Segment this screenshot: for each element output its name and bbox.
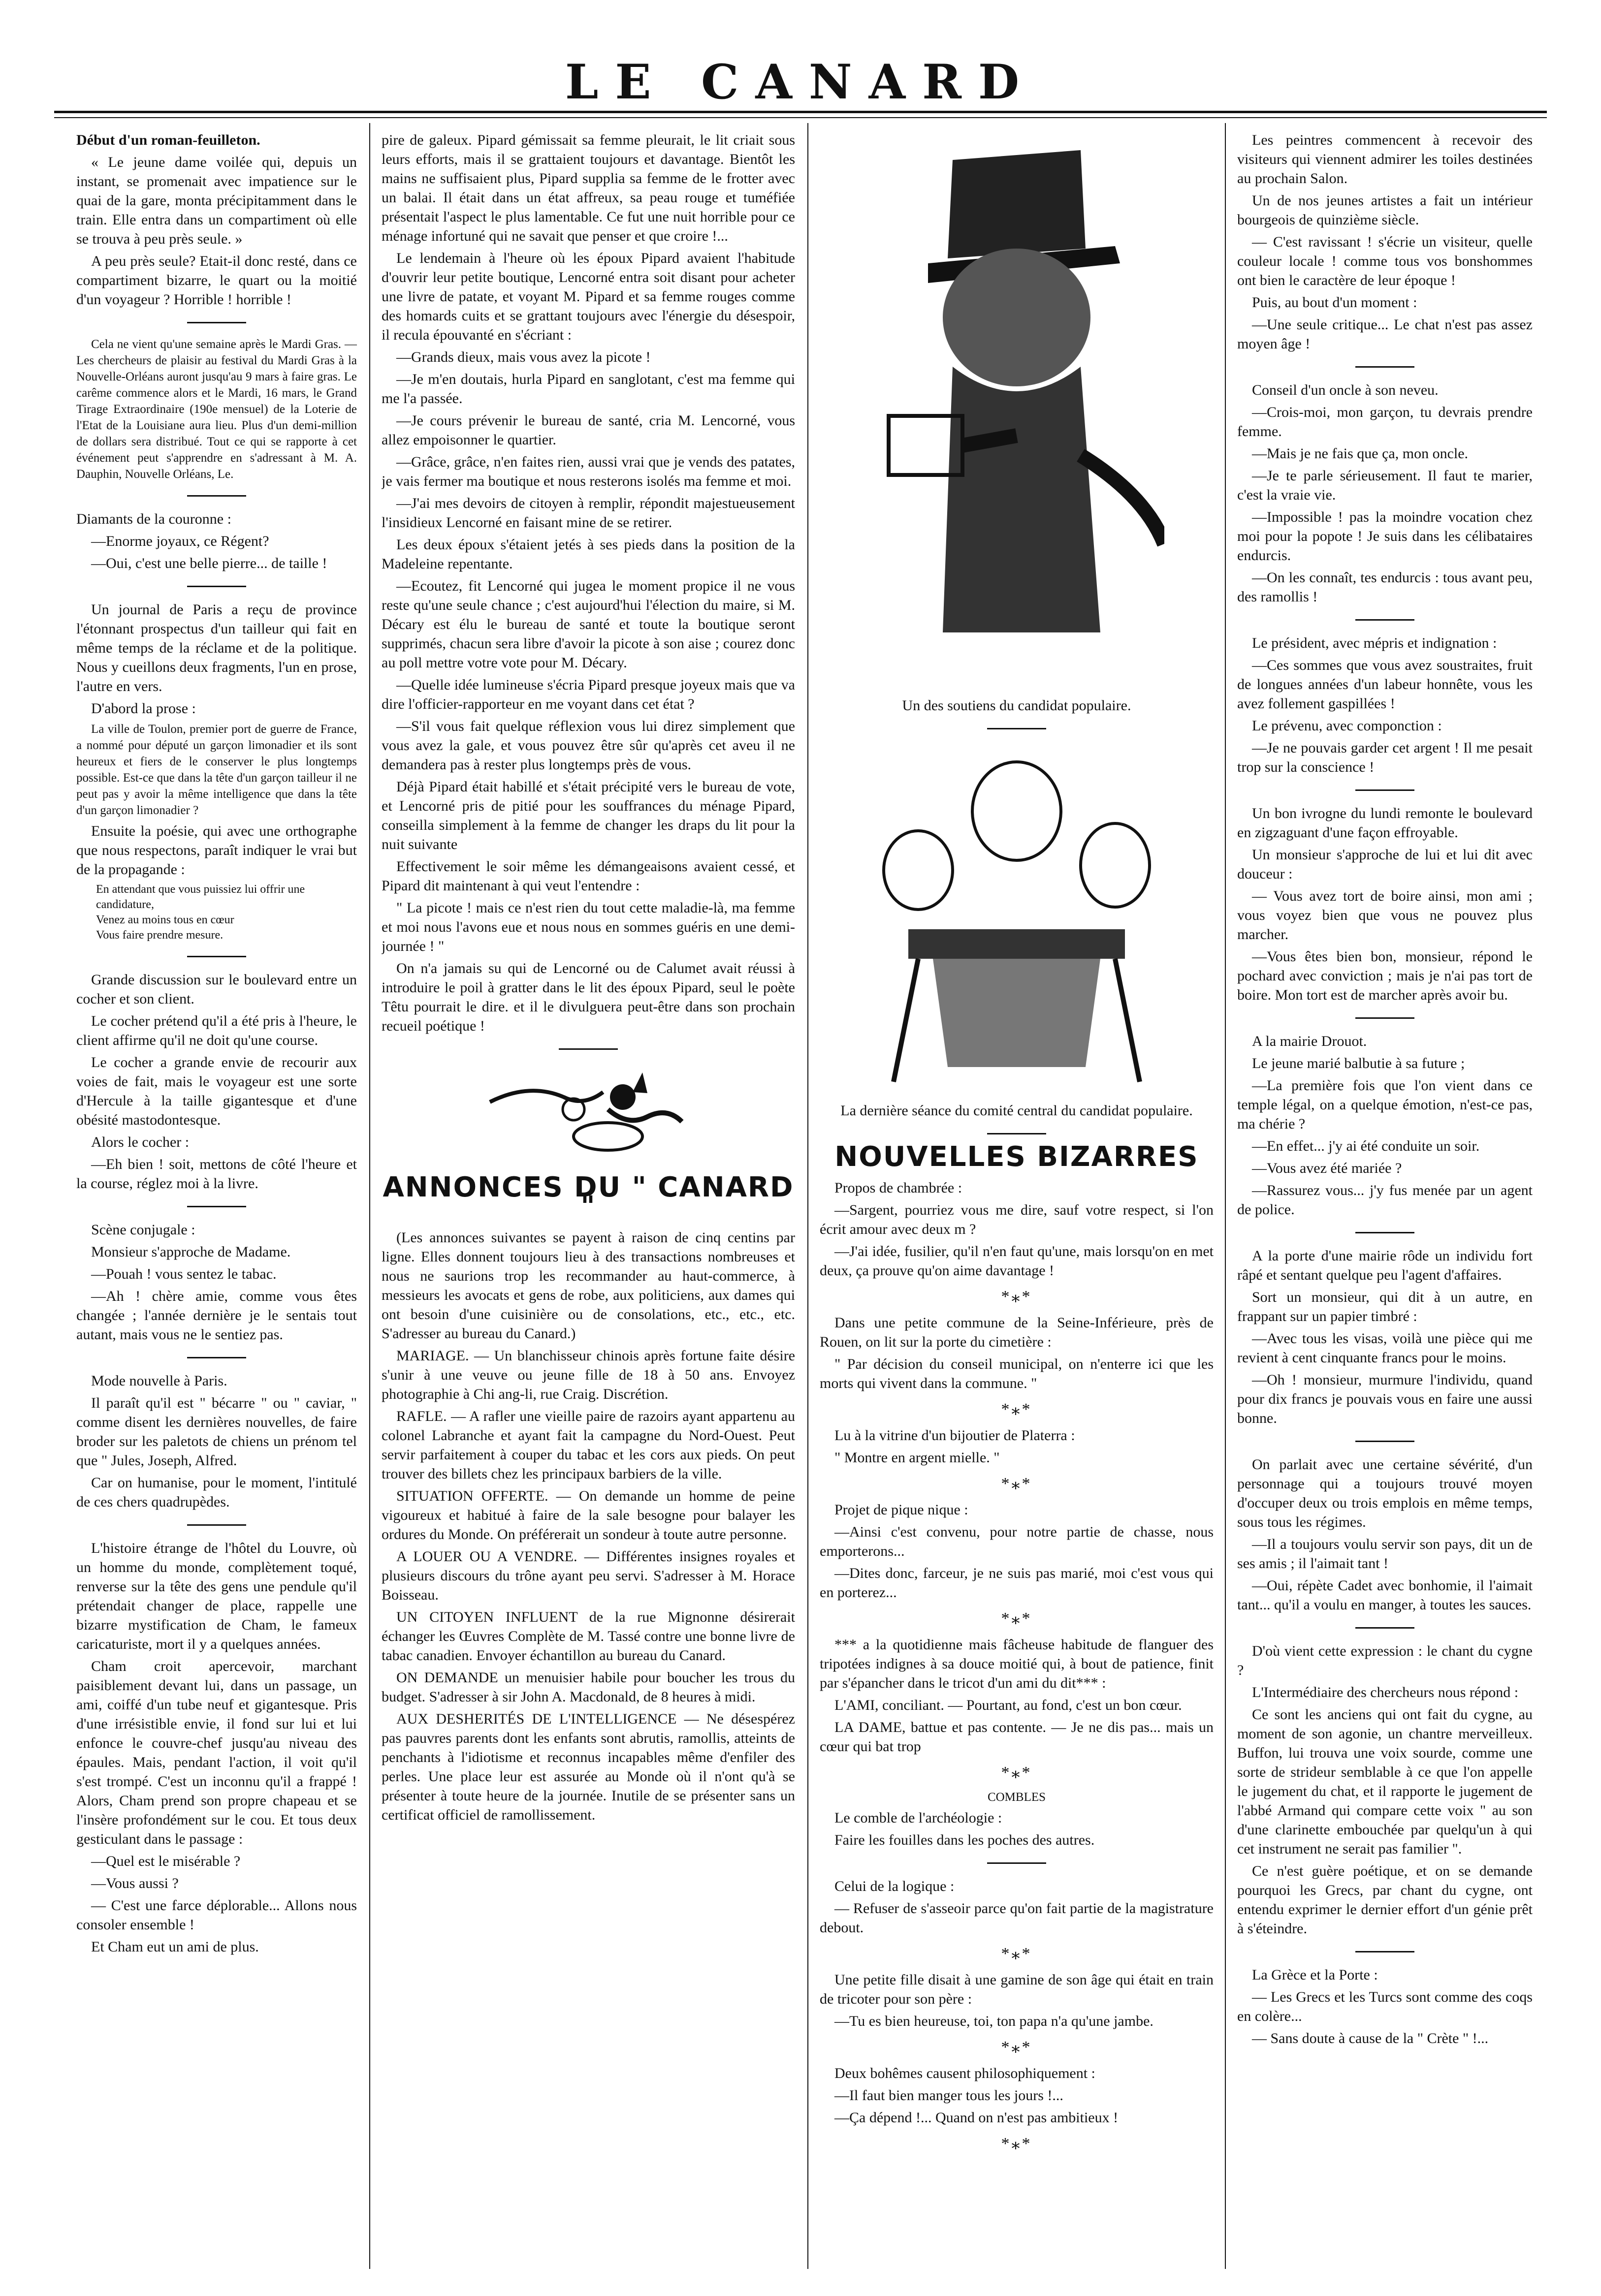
column-4 <box>1237 130 1533 2276</box>
article-paragraph: Conseil d'un oncle à son neveu. <box>1252 382 1439 398</box>
article-paragraph: « Le jeune dame voilée qui, depuis un instant, se promenait avec impatience sur le quai de la gare, monta précipitamment dans le train. Elle entra dans un compartiment où elle se trouva à peu près seule. » <box>76 154 357 247</box>
asterism-separator: *⁎* <box>1001 1609 1032 1628</box>
asterism-separator: *⁎* <box>1001 1475 1032 1493</box>
masthead-rule-bottom <box>54 117 1547 118</box>
article-paragraph: Un monsieur s'approche de lui et lui dit avec douceur : <box>1237 847 1533 882</box>
article-paragraph: pire de galeux. Pipard gémissait sa femme pleurait, le lit criait sous leurs efforts, mais il se grattaient toujours et davantage. Bientôt les mains ne suffisaient plus, Pipard supplia sa femme de le frotter avec un balai. Il était dans un état affreux, sa peau rouge et tuméfiée présentait l'aspect le plus lamentable. Ce fut une nuit horrible pour ce ménage infortuné qui ne savait que penser et que croire !... <box>382 132 795 244</box>
article-paragraph: Puis, au bout d'un moment : <box>1252 294 1417 311</box>
column-divider-3 <box>1225 123 1226 2269</box>
masthead-title: LE CANARD <box>565 54 1036 110</box>
article-paragraph: —Dites donc, farceur, je ne suis pas marié, moi c'est vous qui en porterez... <box>820 1565 1214 1601</box>
article-paragraph: —Il a toujours voulu servir son pays, dit un de ses amis ; il l'aimait tant ! <box>1237 1536 1533 1572</box>
article-paragraph: —Je te parle sérieusement. Il faut te marier, c'est la vraie vie. <box>1237 468 1533 503</box>
section-separator <box>187 322 246 323</box>
article-paragraph: —Tu es bien heureuse, toi, ton papa n'a qu'une jambe. <box>834 2013 1153 2029</box>
article-paragraph: Début d'un roman-feuilleton. <box>76 132 260 148</box>
article-paragraph: — C'est une farce déplorable... Allons nous consoler ensemble ! <box>76 1897 357 1933</box>
article-paragraph: — Les Grecs et les Turcs sont comme des coqs en colère... <box>1237 1989 1533 2024</box>
article-paragraph: Cham croit apercevoir, marchant paisiblement devant lui, dans un passage, un ami, coiffé d'un tube neuf et gigantesque. Pris d'une irrésistible envie, il fond sur lui et lui enfonce le couvre-chef jusqu'au niveau des épaules. Mais, pendant l'action, il voit qu'il s'est trompé. C'est un inconnu qu'il a frappé ! Alors, Cham prend son propre chapeau et se l'insère profondément sur le cou. Et tous deux gesticulant dans le passage : <box>76 1658 357 1847</box>
article-paragraph: On n'a jamais su qui de Lencorné ou de Calumet avait réussi à introduire le poil à gratter dans le lit des époux Pipard, seul le poète Têtu pourrait le dire. et il le divulguera peut-être dans son prochain recueil poétique ! <box>382 960 795 1034</box>
article-paragraph: —Ça dépend !... Quand on n'est pas ambitieux ! <box>834 2109 1119 2126</box>
article-paragraph: —Vous êtes bien bon, monsieur, répond le pochard avec conviction ; mais je n'ai pas tort de boire. Mon tort est de marcher après avoir bu. <box>1237 948 1533 1003</box>
article-paragraph: Les peintres commencent à recevoir des visiteurs qui viennent admirer les toiles destinées au prochain Salon. <box>1237 132 1533 187</box>
article-paragraph: (Les annonces suivantes se payent à raison de cinq centins par ligne. Elles donnent toujours lieu à des transactions nombreuses et nous ne saurions trop les recommander au haut-commerce, à messieurs les avocats et gens de robe, aux politiciens, aux dames qui ont besoin d'une cuisinière ou de consolations, etc., etc., etc. S'adresser au bureau du Canard.) <box>382 1229 795 1342</box>
poem-line: Vous faire prendre mesure. <box>96 929 224 942</box>
article-paragraph: —Quelle idée lumineuse s'écria Pipard presque joyeux mais que va dire l'officier-rapporteur en me voyant dans cet état ? <box>382 677 795 712</box>
article-paragraph: Ensuite la poésie, qui avec une orthographe que nous respectons, paraît indiquer le vrai but de la propagande : <box>76 823 357 878</box>
poem-line: Venez au moins tous en cœur <box>96 913 234 926</box>
article-paragraph: —J'ai idée, fusilier, qu'il n'en faut qu'une, mais lorsqu'on en met deux, ça prouve qu'on aime davantage ! <box>820 1243 1214 1279</box>
article-paragraph: —J'ai mes devoirs de citoyen à remplir, répondit majestueusement l'insidieux Lencorné en faisant mine de se retirer. <box>382 495 795 531</box>
article-paragraph: Il paraît qu'il est " bécarre " ou " caviar, " comme disent les dernières nouvelles, de faire broder sur les paletots de chiens un prénom tel que " Jules, Joseph, Alfred. <box>76 1395 357 1469</box>
section-separator <box>187 586 246 587</box>
article-paragraph: MARIAGE. — Un blanchisseur chinois après fortune faite désire s'unir à une veuve ou jeune fille de 18 à 50 ans. Envoyez photographie à Chi ang-li, rue Craig. Discrétion. <box>382 1348 795 1402</box>
article-paragraph: —On les connaît, tes endurcis : tous avant peu, des ramollis ! <box>1237 569 1533 605</box>
article-paragraph: Faire les fouilles dans les poches des autres. <box>834 1832 1095 1848</box>
article-paragraph: RAFLE. — A rafler une vieille paire de razoirs ayant appartenu au colonel Labranche et ayant fait la campagne du Nord-Ouest. Peut servir parfaitement à couper du tabac et les cors aux pieds. On peut trouver des billets chez les principaux barbiers de la ville. <box>382 1408 795 1482</box>
article-paragraph: Le prévenu, avec componction : <box>1252 718 1442 734</box>
article-paragraph: —La première fois que l'on vient dans ce temple légal, on a quelque émotion, n'est-ce pas, ma chérie ? <box>1237 1077 1533 1132</box>
article-paragraph: —Grands dieux, mais vous avez la picote ! <box>396 349 651 365</box>
article-paragraph: *** a la quotidienne mais fâcheuse habitude de flanguer des tripotées indignes à sa douce moitié qui, à bout de patience, finit par s'épancher dans le tricot d'un ami du dit*** : <box>820 1636 1214 1691</box>
section-separator <box>1355 619 1414 621</box>
article-paragraph: Car on humanise, pour le moment, l'intitulé de ces chers quadrupèdes. <box>76 1475 357 1510</box>
article-paragraph: Le cocher a grande envie de recourir aux voies de fait, mais le voyageur est une sorte d'Hercule à la taille gigantesque et d'une obésité mastodontesque. <box>76 1054 357 1128</box>
article-paragraph: —Vous aussi ? <box>91 1875 179 1891</box>
section-headline: NOUVELLES BIZARRES <box>834 1141 1199 1173</box>
article-paragraph: UN CITOYEN INFLUENT de la rue Mignonne désirerait échanger les Œuvres Complète de M. Tassé contre une bonne livre de tabac canadien. Envoyer échantillon au bureau du Canard. <box>382 1609 795 1664</box>
section-separator <box>1355 1627 1414 1629</box>
section-separator <box>987 728 1046 729</box>
article-paragraph: Déjà Pipard était habillé et s'était précipité vers le bureau de vote, et Lencorné pris de pitié pour les souffrances du ménage Pipard, conseilla simplement à la femme de changer les draps du lit pour la nuit suivante <box>382 779 795 852</box>
article-paragraph: Le lendemain à l'heure où les époux Pipard avaient l'habitude d'ouvrir leur petite boutique, Lencorné entra soit disant pour acheter une livre de patate, et voyant M. Pipard et sa femme rouges comme des homards cuits et se grattant toujours avec l'énergie du désespoir, il recula épouvanté en s'écriant : <box>382 250 795 343</box>
article-paragraph: — Refuser de s'asseoir parce qu'on fait partie de la magistrature debout. <box>820 1900 1214 1936</box>
column-1 <box>76 130 357 2276</box>
article-paragraph: —Oui, répète Cadet avec bonhomie, il l'aimait tant... qu'il a voulu en manger, à toutes les sauces. <box>1237 1577 1533 1613</box>
article-paragraph: —Ainsi c'est convenu, pour notre partie de chasse, nous emporterons... <box>820 1524 1214 1559</box>
section-headline: ANNONCES DU " CANARD " <box>383 1171 794 1223</box>
article-paragraph: A LOUER OU A VENDRE. — Différentes insignes royales et plusieurs discours du trône ayant peu servi. S'adresser à M. Horace Boisseau. <box>382 1548 795 1603</box>
illustration-table <box>820 742 1214 1092</box>
illustration-man <box>820 140 1214 687</box>
article-paragraph: —Oui, c'est une belle pierre... de taille ! <box>91 555 327 571</box>
asterism-separator: *⁎* <box>1001 1400 1032 1418</box>
article-paragraph: Diamants de la couronne : <box>76 511 231 527</box>
quoted-poem <box>96 882 357 943</box>
section-separator <box>187 1206 246 1207</box>
article-paragraph: Le président, avec mépris et indignation : <box>1252 635 1497 651</box>
section-separator <box>187 1357 246 1358</box>
article-paragraph: L'histoire étrange de l'hôtel du Louvre, où un homme du monde, complètement toqué, renverse sur la tête des gens une pendule qu'il prétendait changer de place, rappelle une bizarre mystification de Cham, le fameux caricaturiste, mort il y a quelques années. <box>76 1540 357 1652</box>
section-separator <box>1355 789 1414 791</box>
article-paragraph: —Je ne pouvais garder cet argent ! Il me pesait trop sur la conscience ! <box>1237 740 1533 775</box>
article-paragraph: —Mais je ne fais que ça, mon oncle. <box>1252 445 1469 462</box>
article-paragraph: —Crois-moi, mon garçon, tu devrais prendre femme. <box>1237 404 1533 440</box>
article-paragraph: Monsieur s'approche de Madame. <box>91 1244 291 1260</box>
article-paragraph: Dans une petite commune de la Seine-Inférieure, près de Rouen, on lit sur la porte du cimetière : <box>820 1315 1214 1350</box>
article-paragraph: — Vous avez tort de boire ainsi, mon ami ; vous voyez bien que vous ne pouvez plus marcher. <box>1237 888 1533 943</box>
section-separator <box>187 495 246 497</box>
article-paragraph: La ville de Toulon, premier port de guerre de France, a nommé pour député un garçon limonadier et ils sont heureux et fiers de le conserver le plus longtemps possible. Est-ce que dans la tête d'un garçon tailleur il ne peut pas y avoir la même intelligence que dans la tête d'un garçon limonadier ? <box>76 723 357 817</box>
article-paragraph: —Il faut bien manger tous les jours !... <box>834 2087 1063 2104</box>
article-paragraph: —Impossible ! pas la moindre vocation chez moi pour la popote ! Je suis dans les célibataires endurcis. <box>1237 509 1533 564</box>
article-paragraph: D'abord la prose : <box>91 700 196 717</box>
article-paragraph: Ce n'est guère poétique, et on se demande pourquoi les Grecs, par chant du cygne, ont entendu exprimer le dernier effort d'un génie prêt à s'éteindre. <box>1237 1863 1533 1937</box>
article-paragraph: —Une seule critique... Le chat n'est pas assez moyen âge ! <box>1237 316 1533 352</box>
article-paragraph: Celui de la logique : <box>834 1878 955 1894</box>
section-separator <box>1355 1951 1414 1952</box>
article-paragraph: —S'il vous fait quelque réflexion vous lui direz simplement que vous avez la gale, et vous pouvez être sûr qu'après cet aveu il ne demandera pas à rester plus longtemps près de vous. <box>382 718 795 773</box>
masthead-rule-top <box>54 111 1547 113</box>
article-paragraph: Ce sont les anciens qui ont fait du cygne, au moment de son agonie, un chantre merveilleux. Buffon, lui trouva une voix sourde, comme une sorte de strideur semblable à ce que l'on appelle le jugement du chat, et il rapporte le jugement de l'abbé Armand qui compare cette voix " au son d'une clarinette embouchée par quelqu'un à qui cet instrument ne serait pas familier ". <box>1237 1706 1533 1857</box>
article-paragraph: ON DEMANDE un menuisier habile pour boucher les trous du budget. S'adresser à sir John A. Macdonald, de 8 heures à midi. <box>382 1669 795 1705</box>
section-separator <box>187 956 246 957</box>
article-paragraph: —Enorme joyaux, ce Régent? <box>91 533 269 549</box>
article-paragraph: LA DAME, battue et pas contente. — Je ne dis pas... mais un cœur qui bat trop <box>820 1719 1214 1755</box>
article-paragraph: Propos de chambrée : <box>834 1180 962 1196</box>
article-paragraph: —Je m'en doutais, hurla Pipard en sanglotant, c'est ma femme qui me l'a passée. <box>382 371 795 407</box>
article-paragraph: COMBLES <box>987 1791 1046 1804</box>
article-paragraph: On parlait avec une certaine sévérité, d'un personnage qui a toujours trouvé moyen d'occuper deux ou trois emplois en même temps, sous tous les régimes. <box>1237 1456 1533 1530</box>
column-3 <box>820 130 1214 2276</box>
article-paragraph: Et Cham eut un ami de plus. <box>91 1939 259 1955</box>
article-paragraph: " Par décision du conseil municipal, on n'enterre ici que les morts qui vivent dans la commune. " <box>820 1356 1214 1391</box>
article-paragraph: A la mairie Drouot. <box>1252 1033 1367 1049</box>
article-paragraph: —Pouah ! vous sentez le tabac. <box>91 1266 277 1282</box>
article-paragraph: —Eh bien ! soit, mettons de côté l'heure et la course, réglez moi à la livre. <box>76 1156 357 1192</box>
article-paragraph: — Sans doute à cause de la " Crète " !... <box>1252 2030 1489 2046</box>
article-paragraph: Les deux époux s'étaient jetés à ses pieds dans la position de la Madeleine repentante. <box>382 536 795 572</box>
article-paragraph: —Quel est le misérable ? <box>91 1853 241 1869</box>
section-separator <box>1355 1232 1414 1233</box>
article-paragraph: Le comble de l'archéologie : <box>834 1810 1002 1826</box>
article-paragraph: Grande discussion sur le boulevard entre un cocher et son client. <box>76 972 357 1007</box>
section-separator <box>1355 366 1414 368</box>
article-paragraph: SITUATION OFFERTE. — On demande un homme de peine vigoureux et habitué à faire de la sale besogne pour balayer les ordures du Monde. On préférerait un sondeur à toute autre personne. <box>382 1488 795 1542</box>
article-paragraph: —Ah ! chère amie, comme vous êtes changée ; l'année dernière je le sentais tout autant, mais vous ne le sentiez pas. <box>76 1288 357 1343</box>
article-paragraph: Une petite fille disait à une gamine de son âge qui était en train de tricoter pour son père : <box>820 1972 1214 2007</box>
asterism-separator: *⁎* <box>1001 2135 1032 2153</box>
article-paragraph: Lu à la vitrine d'un bijoutier de Platerra : <box>834 1427 1075 1444</box>
article-paragraph: Alors le cocher : <box>91 1134 190 1150</box>
poem-line: En attendant que vous puissiez lui offrir une candidature, <box>96 883 305 911</box>
article-paragraph: La Grèce et la Porte : <box>1252 1967 1378 1983</box>
article-paragraph: —Avec tous les visas, voilà une pièce qui me revient à cent cinquante francs pour le moins. <box>1237 1330 1533 1366</box>
column-2 <box>382 130 795 2276</box>
article-paragraph: —Vous avez été mariée ? <box>1252 1160 1402 1176</box>
article-paragraph: Un bon ivrogne du lundi remonte le boulevard en zigzaguant d'une façon effroyable. <box>1237 805 1533 841</box>
article-paragraph: Cela ne vient qu'une semaine après le Mardi Gras. — Les chercheurs de plaisir au festival du Mardi Gras à la Nouvelle-Orléans auront jusqu'au 9 mars à faire gras. Le carême commence alors et le Mardi, 16 mars, le Grand Tirage Extraordinaire (190e mensuel) de la Loterie de l'Etat de la Louisiane aura lieu. Plus d'un demi-million de dollars sera distribué. Tout ce qui se rapporte à cet événement peut s'apprendre en s'adressant à M. A. Dauphin, Nouvelle Orléans, Le. <box>76 338 357 481</box>
article-paragraph: —Ces sommes que vous avez soustraites, fruit de longues années d'un labeur honnête, vous les avez follement gaspillées ! <box>1237 657 1533 712</box>
article-paragraph: —Grâce, grâce, n'en faites rien, aussi vrai que je vends des patates, je vais fermer ma boutique et nous resterons isolés ma femme et moi. <box>382 454 795 489</box>
asterism-separator: *⁎* <box>1001 2038 1032 2056</box>
article-paragraph: —Sargent, pourriez vous me dire, sauf votre respect, si l'on écrit amour avec deux m ? <box>820 1202 1214 1237</box>
article-paragraph: Le jeune marié balbutie à sa future ; <box>1252 1055 1465 1071</box>
article-paragraph: Projet de pique nique : <box>834 1502 968 1518</box>
asterism-separator: *⁎* <box>1001 1945 1032 1963</box>
asterism-separator: *⁎* <box>1001 1763 1032 1782</box>
article-paragraph: " La picote ! mais ce n'est rien du tout cette maladie-là, ma femme et moi nous l'avons eue et nous nous en sommes guéris en une demi-journée ! " <box>382 900 795 954</box>
article-paragraph: L'AMI, conciliant. — Pourtant, au fond, c'est un bon cœur. <box>834 1697 1182 1713</box>
section-separator <box>559 1048 618 1050</box>
section-separator <box>187 1524 246 1526</box>
article-paragraph: L'Intermédiaire des chercheurs nous répond : <box>1252 1684 1519 1700</box>
article-paragraph: A la porte d'une mairie rôde un individu fort râpé et sentant quelque peu l'agent d'affaires. <box>1237 1248 1533 1283</box>
article-paragraph: —Oh ! monsieur, murmure l'individu, quand pour dix francs je pouvais vous en faire une aussi bonne. <box>1237 1372 1533 1426</box>
column-divider-2 <box>807 123 808 2269</box>
article-paragraph: Un journal de Paris a reçu de province l'étonnant prospectus d'un tailleur qui fait en même temps de la réclame et de la politique. Nous y cueillons deux fragments, l'un en prose, l'autre en vers. <box>76 601 357 694</box>
article-paragraph: " Montre en argent mielle. " <box>834 1449 1000 1466</box>
article-paragraph: —Rassurez vous... j'y fus menée par un agent de police. <box>1237 1182 1533 1218</box>
article-paragraph: Scène conjugale : <box>91 1222 195 1238</box>
asterism-separator: *⁎* <box>1001 1288 1032 1306</box>
section-separator <box>1355 1441 1414 1442</box>
section-separator <box>1355 1017 1414 1019</box>
section-separator <box>987 1862 1046 1864</box>
article-paragraph: Deux bohêmes causent philosophiquement : <box>834 2065 1095 2081</box>
article-paragraph: Un de nos jeunes artistes a fait un intérieur bourgeois de quinzième siècle. <box>1237 192 1533 228</box>
article-paragraph: —Ecoutez, fit Lencorné qui jugea le moment propice il ne vous reste qu'une seule chance ; c'est aujourd'hui l'élection du maire, si M. Décary est élu le bureau de santé et toute la boutique seront supprimés, chacun sera libre d'avoir la picote à son aise ; courez donc au poll mettre votre vote pour M. Décary. <box>382 578 795 671</box>
illustration-caption: Un des soutiens du candidat populaire. <box>902 697 1131 714</box>
article-paragraph: —En effet... j'y ai été conduite un soir. <box>1252 1138 1480 1154</box>
illustration-caption: La dernière séance du comité central du candidat populaire. <box>840 1102 1193 1119</box>
article-paragraph: AUX DESHERITÉS DE L'INTELLIGENCE — Ne désespérez pas pauvres parents dont les enfants sont abrutis, ramollis, atteints de penchants à l'idiotisme et reconnus incapables même d'enfiler des perles. Une place leur est assurée au Monde où il n'ont qu'à se présenter à toute heure de la journée. Inutile de se présenter sans un certificat officiel de ramollissement. <box>382 1711 795 1823</box>
article-paragraph: Le cocher prétend qu'il a été pris à l'heure, le client affirme qu'il ne doit qu'une course. <box>76 1013 357 1048</box>
illustration-devil <box>382 1063 795 1166</box>
article-paragraph: — C'est ravissant ! s'écrie un visiteur, quelle couleur locale ! comme tous vos bonshommes ont bien le caractère de leur époque ! <box>1237 234 1533 288</box>
section-separator <box>987 1133 1046 1134</box>
article-paragraph: Mode nouvelle à Paris. <box>91 1373 227 1389</box>
article-paragraph: A peu près seule? Etait-il donc resté, dans ce compartiment bizarre, le quart ou la moitié d'un voyageur ? Horrible ! horrible ! <box>76 253 357 308</box>
article-paragraph: —Je cours prévenir le bureau de santé, cria M. Lencorné, vous allez empoisonner le quartier. <box>382 412 795 448</box>
article-paragraph: D'où vient cette expression : le chant du cygne ? <box>1237 1643 1533 1678</box>
article-paragraph: Sort un monsieur, qui dit à un autre, en frappant sur un papier timbré : <box>1237 1289 1533 1324</box>
column-divider-1 <box>369 123 370 2269</box>
article-paragraph: Effectivement le soir même les démangeaisons avaient cessé, et Pipard dit maintenant à qui veut l'entendre : <box>382 858 795 894</box>
